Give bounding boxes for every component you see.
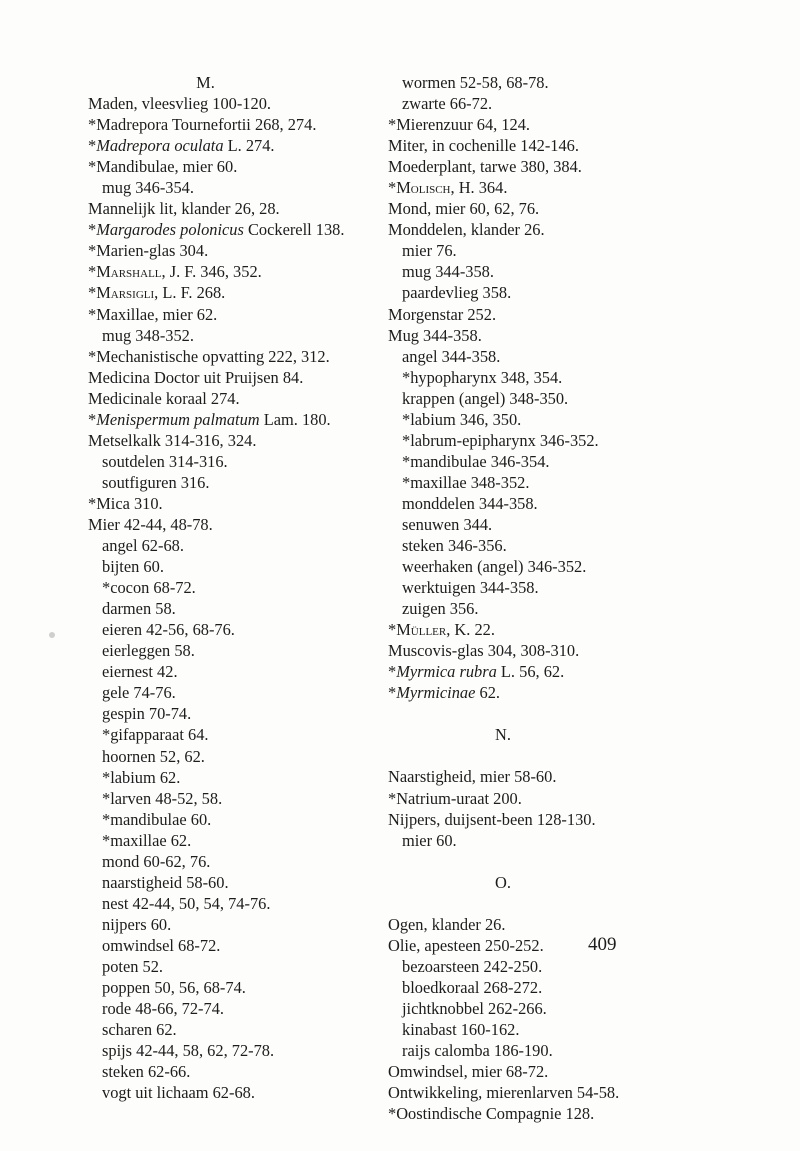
asterisk-marker: * xyxy=(388,683,397,703)
index-entry: *Oostindische Compagnie 128. xyxy=(388,1104,595,1124)
author-name: Marsigli, xyxy=(96,283,159,303)
section-heading-o: O. xyxy=(495,872,511,892)
asterisk-marker: * xyxy=(88,136,97,156)
index-entry: krappen (angel) 348-350. xyxy=(402,388,569,408)
index-entry: Mug 344-358. xyxy=(388,325,482,345)
index-entry: Ontwikkeling, mierenlarven 54-58. xyxy=(388,1083,620,1103)
index-entry: *Mica 310. xyxy=(88,493,163,513)
index-entry: *Marien-glas 304. xyxy=(88,241,209,261)
taxon-name: Myrmica rubra xyxy=(396,662,497,682)
asterisk-marker: * xyxy=(388,620,397,640)
index-entry: raijs calomba 186-190. xyxy=(402,1040,553,1060)
index-entry: Moederplant, tarwe 380, 384. xyxy=(388,157,582,177)
entry-pages: K. 22. xyxy=(450,620,495,640)
index-entry: gespin 70-74. xyxy=(102,704,192,724)
right-column xyxy=(388,72,718,1124)
index-entry: Maden, vleesvlieg 100-120. xyxy=(88,94,271,114)
index-entry: mier 76. xyxy=(402,241,457,261)
left-column xyxy=(88,72,398,1103)
index-entry: werktuigen 344-358. xyxy=(402,578,539,598)
taxon-name: Margarodes polonicus xyxy=(96,220,244,240)
index-entry: Muscovis-glas 304, 308-310. xyxy=(388,641,580,661)
index-entry xyxy=(388,177,718,198)
entry-pages: L. F. 268. xyxy=(158,283,226,303)
index-entry: *maxillae 62. xyxy=(102,830,192,850)
index-entry: steken 346-356. xyxy=(402,536,507,556)
index-entry: *Mechanistische opvatting 222, 312. xyxy=(88,346,330,366)
index-entry: vogt uit lichaam 62-68. xyxy=(102,1083,255,1103)
index-entry: Morgenstar 252. xyxy=(388,304,497,324)
index-entry: Omwindsel, mier 68-72. xyxy=(388,1062,549,1082)
index-entry xyxy=(388,682,718,703)
index-entry: jichtknobbel 262-266. xyxy=(402,998,547,1018)
entry-pages: L. 274. xyxy=(223,136,275,156)
index-entry: zwarte 66-72. xyxy=(402,94,493,114)
index-entry: Medicinale koraal 274. xyxy=(88,388,240,408)
entries-m-right xyxy=(388,72,718,703)
index-entry: eierleggen 58. xyxy=(102,641,195,661)
index-entry: senuwen 344. xyxy=(402,514,493,534)
taxon-name: Myrmicinae xyxy=(396,683,476,703)
index-entry: wormen 52-58, 68-78. xyxy=(402,73,549,92)
index-entry: *Madrepora Tournefortii 268, 274. xyxy=(88,115,317,135)
index-entry: kinabast 160-162. xyxy=(402,1019,520,1039)
index-entry: omwindsel 68-72. xyxy=(102,935,221,955)
entry-pages: J. F. 346, 352. xyxy=(165,262,262,282)
author-name: Marshall, xyxy=(96,262,166,282)
asterisk-marker: * xyxy=(388,178,397,198)
taxon-name: Madrepora oculata xyxy=(96,136,224,156)
entry-pages: H. 364. xyxy=(454,178,508,198)
index-entry: *Natrium-uraat 200. xyxy=(388,788,522,808)
index-entry: eiernest 42. xyxy=(102,662,178,682)
asterisk-marker: * xyxy=(88,262,97,282)
index-entry: darmen 58. xyxy=(102,599,176,619)
index-entry: mier 60. xyxy=(402,830,457,850)
index-entry: poten 52. xyxy=(102,956,164,976)
index-entry: bloedkoraal 268-272. xyxy=(402,977,543,997)
entry-pages: Cockerell 138. xyxy=(243,220,345,240)
index-entry: *mandibulae 60. xyxy=(102,809,212,829)
entries-n xyxy=(388,766,718,850)
index-entry: hoornen 52, 62. xyxy=(102,746,205,766)
index-entry xyxy=(388,619,718,640)
page-number: 409 xyxy=(588,934,617,955)
index-entry: Mier 42-44, 48-78. xyxy=(88,514,213,534)
asterisk-marker: * xyxy=(388,662,397,682)
index-entry: Ogen, klander 26. xyxy=(388,914,506,934)
index-entry xyxy=(88,282,398,303)
index-entry xyxy=(388,661,718,682)
entry-pages: L. 56, 62. xyxy=(496,662,565,682)
index-entry: *maxillae 348-352. xyxy=(402,472,530,492)
entries-o xyxy=(388,914,718,1124)
index-entry: bijten 60. xyxy=(102,557,164,577)
author-name: Müller, xyxy=(396,620,451,640)
index-entry: monddelen 344-358. xyxy=(402,493,538,513)
index-entry: mug 348-352. xyxy=(102,325,194,345)
index-entry xyxy=(88,261,398,282)
index-entry: scharen 62. xyxy=(102,1020,177,1040)
index-entry: *mandibulae 346-354. xyxy=(402,451,550,471)
entry-pages: Lam. 180. xyxy=(259,409,331,429)
index-entry: Mond, mier 60, 62, 76. xyxy=(388,199,540,219)
index-entry: steken 62-66. xyxy=(102,1062,191,1082)
index-entry xyxy=(88,409,398,430)
asterisk-marker: * xyxy=(88,220,97,240)
index-entry: zuigen 356. xyxy=(402,599,479,619)
index-entry: soutfiguren 316. xyxy=(102,472,210,492)
index-entry: mug 346-354. xyxy=(102,178,194,198)
entries-m-left xyxy=(88,93,398,1103)
index-entry: *cocon 68-72. xyxy=(102,578,196,598)
section-heading-m: M. xyxy=(196,73,215,92)
index-entry: *labrum-epipharynx 346-352. xyxy=(402,430,599,450)
index-entry: weerhaken (angel) 346-352. xyxy=(402,557,587,577)
index-entry: eieren 42-56, 68-76. xyxy=(102,620,235,640)
index-entry: Miter, in cochenille 142-146. xyxy=(388,136,579,156)
index-entry: *Mierenzuur 64, 124. xyxy=(388,115,531,135)
index-entry: *Mandibulae, mier 60. xyxy=(88,157,238,177)
index-entry: *labium 62. xyxy=(102,767,181,787)
index-entry: naarstigheid 58-60. xyxy=(102,872,229,892)
index-entry xyxy=(88,135,398,156)
index-entry: poppen 50, 56, 68-74. xyxy=(102,978,246,998)
index-entry: Monddelen, klander 26. xyxy=(388,220,545,240)
index-entry: rode 48-66, 72-74. xyxy=(102,999,224,1019)
index-entry: *larven 48-52, 58. xyxy=(102,788,223,808)
index-entry: bezoarsteen 242-250. xyxy=(402,956,543,976)
index-entry: mug 344-358. xyxy=(402,262,494,282)
index-entry: Metselkalk 314-316, 324. xyxy=(88,430,257,450)
index-entry: soutdelen 314-316. xyxy=(102,451,228,471)
index-entry: Nijpers, duijsent-been 128-130. xyxy=(388,809,596,829)
index-entry: Olie, apesteen 250-252. xyxy=(388,935,544,955)
index-entry: nijpers 60. xyxy=(102,914,172,934)
index-entry: *hypopharynx 348, 354. xyxy=(402,367,563,387)
index-entry: angel 62-68. xyxy=(102,536,184,556)
index-entry: *gifapparaat 64. xyxy=(102,725,209,745)
taxon-name: Menispermum palmatum xyxy=(96,409,260,429)
index-entry: Medicina Doctor uit Pruijsen 84. xyxy=(88,367,304,387)
asterisk-marker: * xyxy=(88,283,97,303)
index-entry: spijs 42-44, 58, 62, 72-78. xyxy=(102,1041,275,1061)
index-entry: Naarstigheid, mier 58-60. xyxy=(388,767,557,787)
index-entry: mond 60-62, 76. xyxy=(102,851,211,871)
index-entry: angel 344-358. xyxy=(402,346,501,366)
asterisk-marker: * xyxy=(88,409,97,429)
index-entry: *Maxillae, mier 62. xyxy=(88,304,218,324)
index-entry: paardevlieg 358. xyxy=(402,283,512,303)
index-entry: nest 42-44, 50, 54, 74-76. xyxy=(102,893,271,913)
index-entry xyxy=(88,219,398,240)
index-entry: gele 74-76. xyxy=(102,683,176,703)
entry-pages: 62. xyxy=(475,683,500,703)
section-heading-n: N. xyxy=(495,725,511,745)
margin-dot xyxy=(49,632,55,638)
author-name: Molisch, xyxy=(396,178,455,198)
index-entry: Mannelijk lit, klander 26, 28. xyxy=(88,199,280,219)
index-entry: *labium 346, 350. xyxy=(402,409,522,429)
